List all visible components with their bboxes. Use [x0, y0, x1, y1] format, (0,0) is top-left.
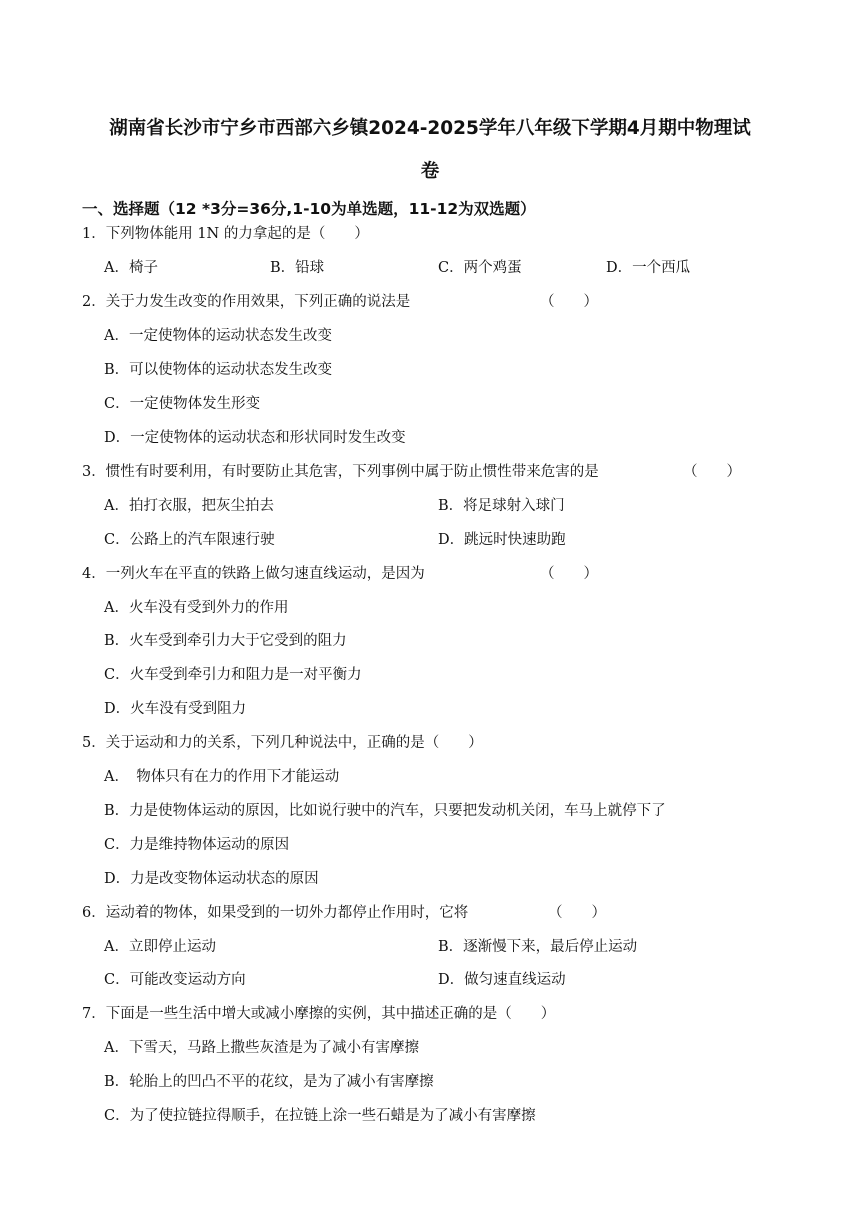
question-4-option-a: A．火车没有受到外力的作用 [104, 600, 289, 616]
question-1-option-c: C．两个鸡蛋 [438, 260, 522, 276]
exam-title-line1: 湖南省长沙市宁乡市西部六乡镇2024-2025学年八年级下学期4月期中物理试 [109, 118, 751, 139]
question-1-stem: 1．下列物体能用 1N 的力拿起的是（ ） [82, 226, 369, 242]
question-6-stem: 6．运动着的物体，如果受到的一切外力都停止作用时，它将 [82, 905, 469, 921]
question-5-option-a: A． 物体只有在力的作用下才能运动 [104, 769, 340, 785]
question-6-answer-blank: （ ） [548, 905, 606, 921]
question-5-option-c: C．力是维持物体运动的原因 [104, 837, 290, 853]
question-5-option-d: D．力是改变物体运动状态的原因 [104, 871, 319, 887]
question-7-option-c: C．为了使拉链拉得顺手，在拉链上涂一些石蜡是为了减小有害摩擦 [104, 1108, 536, 1124]
question-1-option-b: B．铅球 [270, 260, 325, 276]
question-3-option-b: B．将足球射入球门 [438, 498, 565, 514]
question-3-answer-blank: （ ） [683, 464, 741, 480]
question-6-option-b: B．逐渐慢下来，最后停止运动 [438, 939, 638, 955]
question-2-option-c: C．一定使物体发生形变 [104, 396, 261, 412]
exam-title-line2: 卷 [420, 161, 440, 182]
question-7-stem: 7．下面是一些生活中增大或减小摩擦的实例，其中描述正确的是（ ） [82, 1006, 556, 1022]
section-heading-choice: 一、选择题（12 *3分=36分,1-10为单选题，11-12为双选题） [82, 200, 536, 218]
question-1-option-d: D．一个西瓜 [606, 260, 691, 276]
question-2-option-a: A．一定使物体的运动状态发生改变 [104, 328, 332, 344]
question-7-option-a: A．下雪天，马路上撒些灰渣是为了减小有害摩擦 [104, 1040, 419, 1056]
question-1-option-a: A．椅子 [104, 260, 158, 276]
question-2-stem: 2．关于力发生改变的作用效果，下列正确的说法是 [82, 294, 411, 310]
question-3-option-c: C．公路上的汽车限速行驶 [104, 532, 275, 548]
question-3-option-d: D．跳远时快速助跑 [438, 532, 566, 548]
question-5-stem: 5．关于运动和力的关系，下列几种说法中，正确的是（ ） [82, 735, 483, 751]
question-4-answer-blank: （ ） [540, 566, 598, 582]
question-2-option-b: B．可以使物体的运动状态发生改变 [104, 362, 333, 378]
question-3-stem: 3．惯性有时要利用，有时要防止其危害，下列事例中属于防止惯性带来危害的是 [82, 464, 599, 480]
question-4-option-d: D．火车没有受到阻力 [104, 701, 247, 717]
question-5-option-b: B．力是使物体运动的原因，比如说行驶中的汽车，只要把发动机关闭，车马上就停下了 [104, 803, 666, 819]
question-3-option-a: A．拍打衣服，把灰尘拍去 [104, 498, 274, 514]
question-2-option-d: D．一定使物体的运动状态和形状同时发生改变 [104, 430, 406, 446]
question-6-option-d: D．做匀速直线运动 [438, 972, 566, 988]
question-6-option-a: A．立即停止运动 [104, 939, 216, 955]
question-4-stem: 4．一列火车在平直的铁路上做匀速直线运动，是因为 [82, 566, 425, 582]
question-4-option-b: B．火车受到牵引力大于它受到的阻力 [104, 633, 347, 649]
question-4-option-c: C．火车受到牵引力和阻力是一对平衡力 [104, 667, 362, 683]
question-2-answer-blank: （ ） [540, 294, 598, 310]
question-7-option-b: B．轮胎上的凹凸不平的花纹，是为了减小有害摩擦 [104, 1074, 434, 1090]
question-6-option-c: C．可能改变运动方向 [104, 972, 246, 988]
